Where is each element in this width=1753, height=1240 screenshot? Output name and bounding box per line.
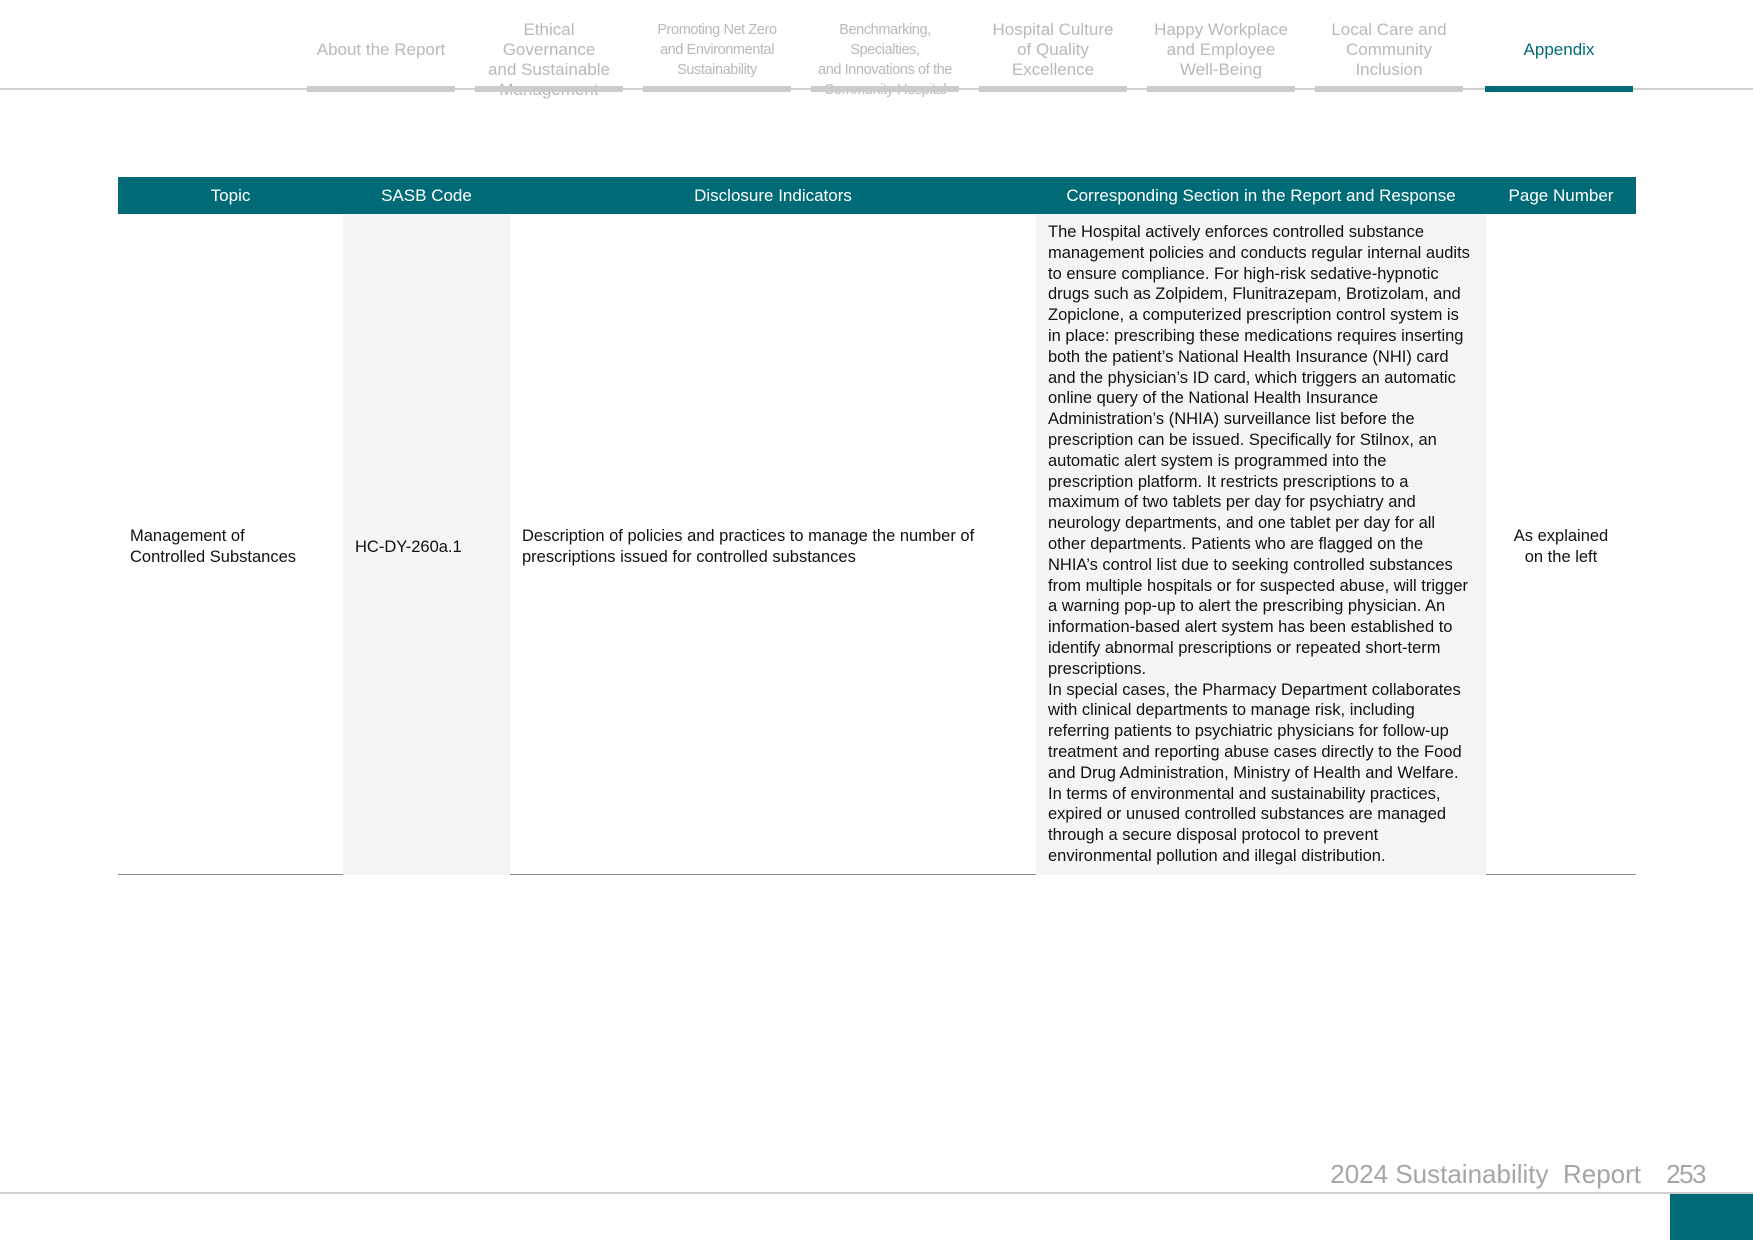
sasb-code-cell <box>343 220 510 875</box>
tab-about-the-report[interactable] <box>307 20 455 92</box>
response-cell <box>1036 220 1486 875</box>
tab-label: Appendix <box>1523 40 1595 59</box>
header-corresponding-section: Corresponding Section in the Report and Response <box>1036 177 1486 214</box>
page-number: 253 <box>1666 1159 1705 1189</box>
tab-indicator <box>1147 86 1295 92</box>
page-number-text: As explained on the left <box>1513 527 1609 566</box>
tab-net-zero[interactable] <box>643 20 791 92</box>
tab-label: Promoting Net Zero and Environmental Sustainability <box>657 22 777 78</box>
header-page-number: Page Number <box>1486 177 1636 214</box>
tab-indicator <box>643 86 791 92</box>
table-row <box>118 220 1636 875</box>
top-navigation <box>0 0 1753 92</box>
tab-happy-workplace[interactable] <box>1147 20 1295 92</box>
tab-label: About the Report <box>316 40 446 59</box>
tab-hospital-culture[interactable] <box>979 20 1127 92</box>
response-paragraph: In terms of environmental and sustainability practices, expired or unused controlled substances are managed through a secure disposal protocol to prevent environmental pollution and illegal distribution. <box>1048 784 1447 865</box>
header-sasb-code: SASB Code <box>343 177 510 214</box>
tab-indicator <box>811 86 959 92</box>
tab-label: Local Care and Community Inclusion <box>1331 20 1447 79</box>
tab-appendix[interactable] <box>1485 20 1633 92</box>
footer-divider <box>0 1192 1753 1194</box>
tab-indicator <box>1315 86 1463 92</box>
footer-accent-block <box>1670 1194 1753 1240</box>
tab-indicator <box>979 86 1127 92</box>
tab-label: Happy Workplace and Employee Well-Being <box>1154 20 1288 79</box>
response-paragraph: In special cases, the Pharmacy Department collaborates with clinical departments to manage risk, including referring patients to psychiatric physicians for follow-up treatment and reporting abuse cases directly to the Food and Drug Administration, Ministry of Health and Welfare. <box>1048 680 1462 782</box>
header-disclosure-indicators: Disclosure Indicators <box>510 177 1036 214</box>
tab-indicator <box>475 86 623 92</box>
topic-cell <box>118 220 343 875</box>
page-number-cell <box>1486 220 1636 875</box>
topic-text: Management of Controlled Substances <box>130 527 297 566</box>
header-topic: Topic <box>118 177 343 214</box>
tab-indicator <box>307 86 455 92</box>
sasb-disclosure-table <box>118 177 1636 875</box>
tab-label: Ethical Governance and Sustainable <box>488 20 610 79</box>
disclosure-indicator-text: Description of policies and practices to manage the number of prescriptions issued for controlled substances <box>522 527 975 566</box>
sasb-code-text: HC-DY-260a.1 <box>355 537 462 556</box>
tab-benchmarking[interactable] <box>811 20 959 92</box>
response-paragraph: The Hospital actively enforces controlled substance management policies and conducts regular internal audits to ensure compliance. For high-risk sedative-hypnotic drugs such as Zolpidem, Flunitrazepam, Brotizolam, and Zopiclone, a computerized prescription control system is in place: prescribing these medications requires inserting both the patient’s National Health Insurance (NHI) card and the physician’s ID card, which triggers an automatic online query of the National Health Insurance Administration’s (NHIA) surveillance list before the prescription can be issued. Specifically for Stilnox, an automatic alert system is programmed into the prescription platform. It restricts prescriptions to a maximum of two tablets per day for psychiatry and neurology departments, and one tablet per day for all other departments. Patients who are flagged on the NHIA’s control list due to seeking controlled substances from multiple hospitals or for suspected abuse, will trigger a warning pop-up to alert the prescribing physician. An information-based alert system has been established to identify abnormal prescriptions or repeated short-term prescriptions. <box>1048 223 1470 678</box>
tab-local-care[interactable] <box>1315 20 1463 92</box>
tab-ethical-governance[interactable] <box>475 20 623 92</box>
table-header-row <box>118 177 1636 214</box>
tab-label: Benchmarking, Specialties, and Innovations of the <box>818 22 952 78</box>
tab-label: Hospital Culture of Quality Excellence <box>992 20 1114 79</box>
report-title: 2024 Sustainability Report <box>1330 1159 1641 1189</box>
tab-indicator <box>1485 86 1633 92</box>
disclosure-indicator-cell <box>510 220 1036 875</box>
